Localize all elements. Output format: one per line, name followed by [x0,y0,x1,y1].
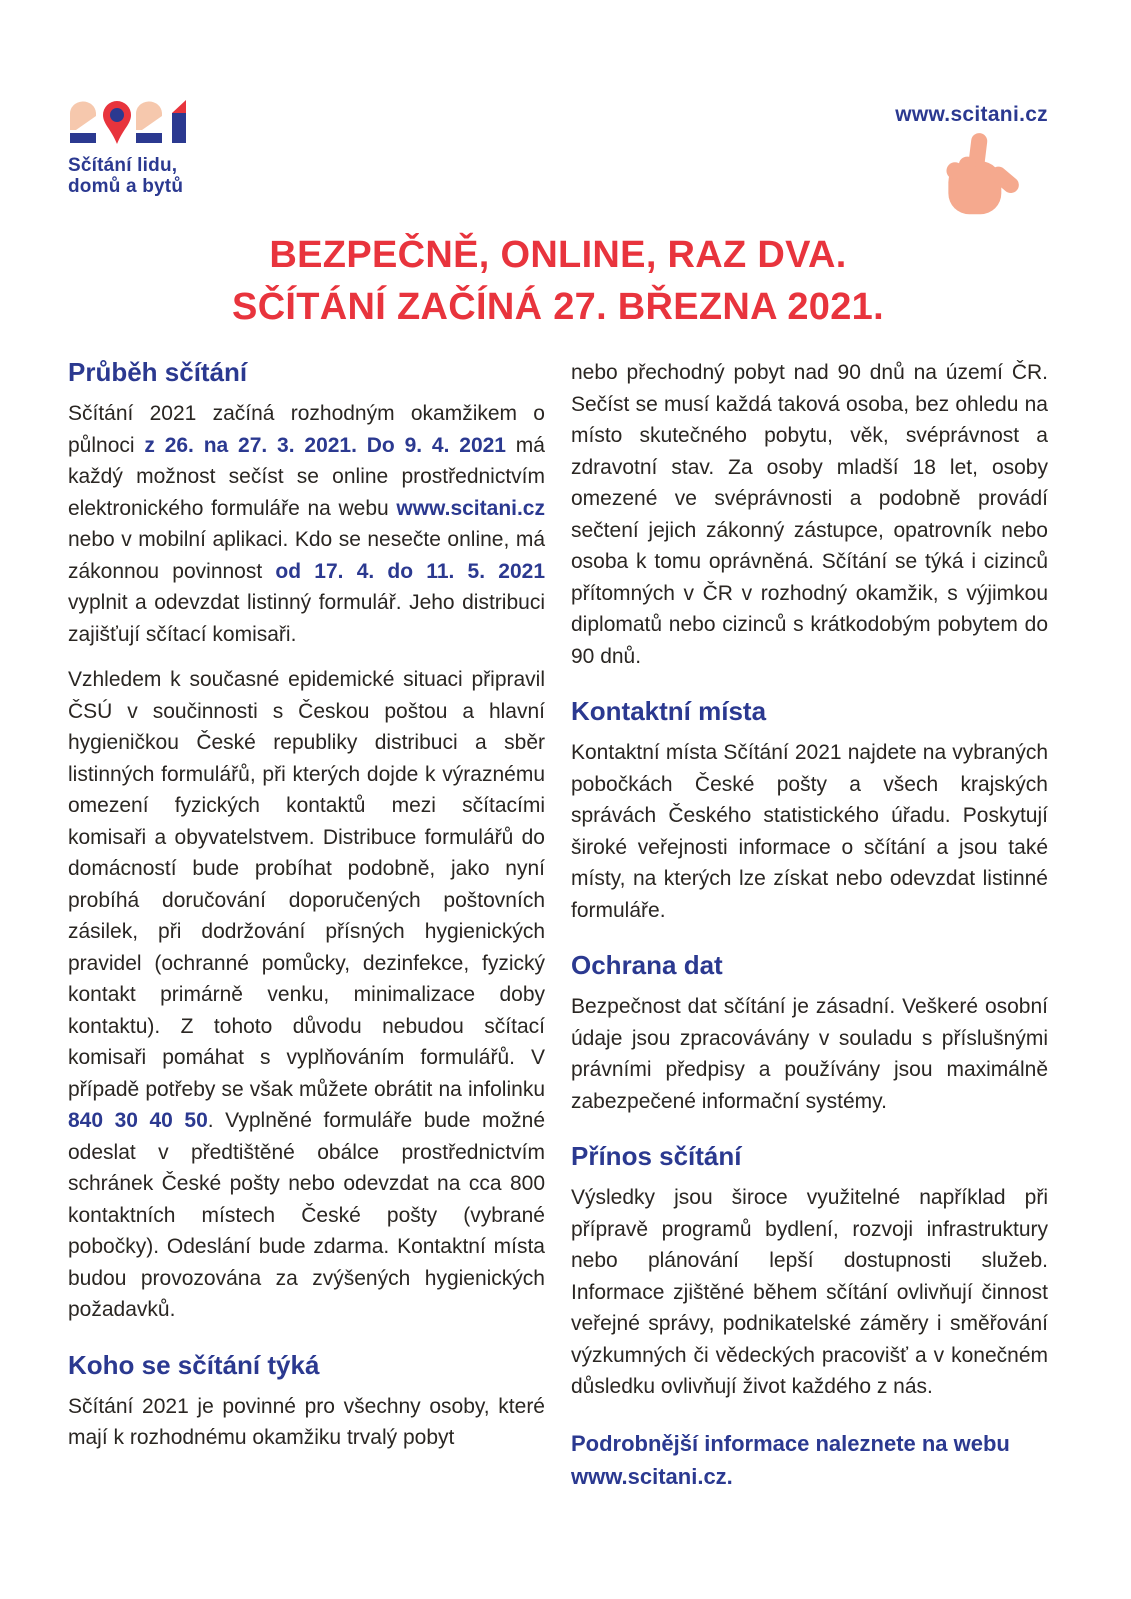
right-column [571,357,1048,1493]
pointing-hand-icon [920,131,1024,219]
logo-tagline-line1: Sčítání lidu, [68,155,178,176]
website-block [895,103,1048,219]
section-heading-kontaktni-mista: Kontaktní místa [571,696,767,726]
paragraph-prubeh-1: Sčítání 2021 začíná rozhodným okamžikem o půlnoci z 26. na 27. 3. 2021. Do 9. 4. 2021 má každý možnost sečíst se online prostřednictvím elektronického formuláře na webu www.scitani.cz nebo v mobilní aplikaci. Kdo se nesečte online, má zákonnou povinnost od 17. 4. do 11. 5. 2021 vyplnit a odevzdat listinný formulář. Jeho distribuci zajišťují sčítací komisaři. [68,402,545,646]
paragraph-prubeh-2: Vzhledem k současné epidemické situaci připravil ČSÚ v součinnosti s Českou poštou a hlavní hygieničkou České republiky distribuci a sběr listinných formulářů, při kterých dojde k výraznému omezení fyzických kontaktů mezi sčítacími komisaři a obyvatelstvem. Distribuce formulářů do domácností bude probíhat podobně, jako nyní probíhá doručování doporučených poštovních zásilek, při dodržování přísných hygienických pravidel (ochranné pomůcky, dezinfekce, fyzický kontakt primárně venku, minimalizace doby kontaktu). Z tohoto důvodu nebudou sčítací komisaři pomáhat s vyplňováním formulářů. V případě potřeby se však můžete obrátit na infolinku 840 30 40 50. Vyplněné formuláře bude možné odeslat v předtištěné obálce prostřednictvím schránek České pošty nebo odevzdat na cca 800 kontaktních místech České pošty (vybrané pobočky). Odeslání bude zdarma. Kontaktní místa budou provozována za zvýšených hygienických požadavků. [68,668,545,1321]
website-link[interactable]: www.scitani.cz [895,103,1048,126]
paragraph-koho-1: Sčítání 2021 je povinné pro všechny osoby, které mají k rozhodnému okamžiku trvalý pobyt [68,1394,545,1449]
paragraph-koho-continued: nebo přechodný pobyt nad 90 dnů na území ČR. Sečíst se musí každá taková osoba, bez ohledu na místo skutečného pobytu, věk, svéprávnost a zdravotní stav. Za osoby mladší 18 let, osoby omezené ve svéprávnosti a podobně provádí sečtení jejich zákonný zástupce, opatrovník nebo osoba k tomu oprávněná. Sčítání se týká i cizinců přítomných v ČR v rozhodný okamžik, s výjimkou diplomatů nebo cizinců s krátkodobým pobytem do 90 dnů. [571,361,1048,668]
header [68,100,1048,219]
logo-tagline [68,155,200,197]
location-pin-icon [103,101,131,144]
section-heading-koho-se-scitani-tyka: Koho se sčítání týká [68,1349,320,1380]
section-heading-prubeh-scitani: Průběh sčítání [68,357,248,387]
census-2021-logo [68,100,200,197]
left-column [68,357,545,1493]
logo-2021-graphic [68,100,200,148]
paragraph-kontaktni: Kontaktní místa Sčítání 2021 najdete na vybraných pobočkách České pošty a všech krajských správách Českého statistického úřadu. Poskytují široké veřejnosti informace o sčítání a jsou také místy, na kterých lze získat nebo odevzdat listinné formuláře. [571,741,1048,922]
content-columns [68,357,1048,1493]
footer-note: Podrobnější informace naleznete na webu www.scitani.cz. [571,1430,1010,1489]
headline-line2: SČÍTÁNÍ ZAČÍNÁ 27. BŘEZNA 2021. [232,286,884,328]
section-heading-prinos-scitani: Přínos sčítání [571,1141,742,1171]
section-heading-ochrana-dat: Ochrana dat [571,950,723,980]
logo-tagline-line2: domů a bytů [68,176,184,197]
paragraph-prinos: Výsledky jsou široce využitelné například při přípravě programů bydlení, rozvoji infrastruktury nebo plánování lepší dostupnosti služeb. Informace zjištěné během sčítání ovlivňují činnost veřejné správy, podnikatelské záměry i směřování výzkumných či vědeckých pracovišť a v konečném důsledku ovlivňují život každého z nás. [571,1186,1048,1398]
headline-line1: BEZPEČNĚ, ONLINE, RAZ DVA. [269,234,847,276]
paragraph-ochrana: Bezpečnost dat sčítání je zásadní. Veškeré osobní údaje jsou zpracovávány v souladu s příslušnými právními předpisy a používány jsou maximálně zabezpečené informační systémy. [571,995,1048,1113]
headline [68,229,1048,333]
